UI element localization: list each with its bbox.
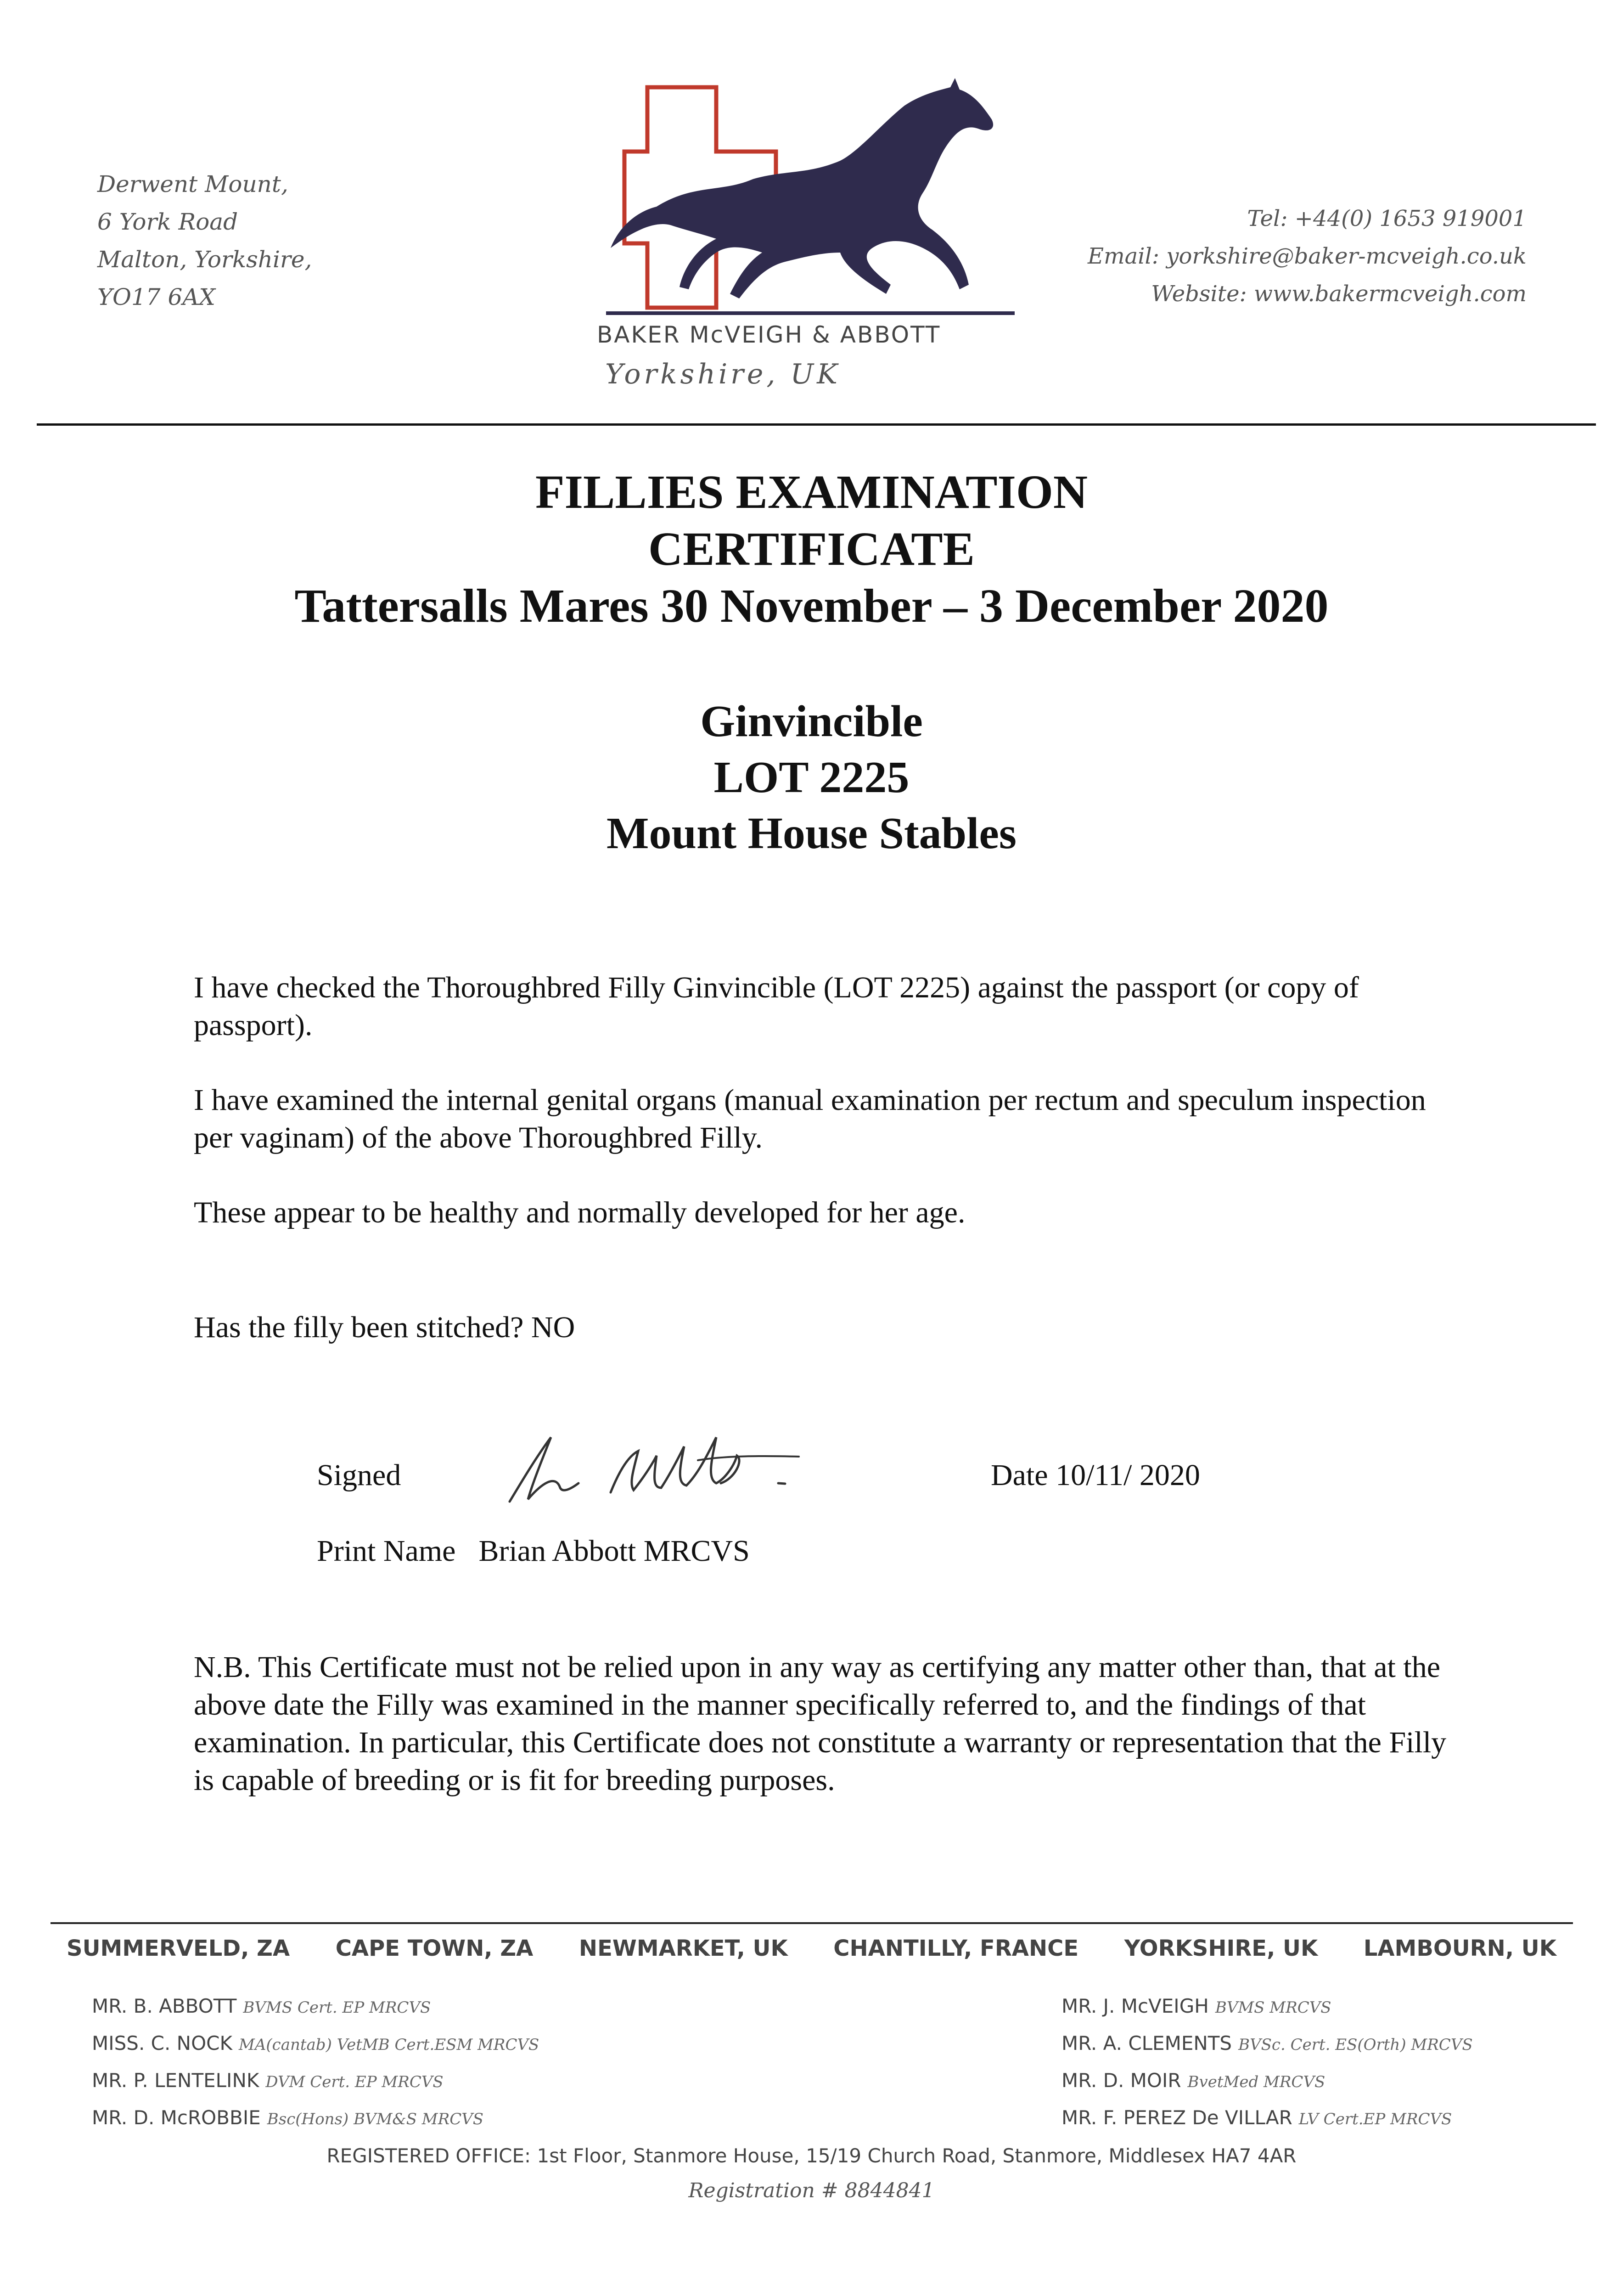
address-line: Malton, Yorkshire, [97,246,312,273]
partner-quals: BvetMed MRCVS [1187,2073,1325,2091]
print-name-row [317,1534,750,1569]
office-location: CHANTILLY, FRANCE [833,1936,1079,1961]
partner-entry [92,2026,539,2063]
footer-divider [51,1922,1573,1924]
horse-name: Ginvincible [700,697,923,746]
address-block [97,165,312,316]
firm-name: BAKER McVEIGH & ABBOTT [597,321,941,348]
address-line: Derwent Mount, [97,171,288,197]
lot-number: LOT 2225 [713,753,910,802]
office-location: SUMMERVELD, ZA [67,1936,290,1961]
stables-name: Mount House Stables [606,809,1016,858]
address-line: 6 York Road [97,208,238,235]
partner-quals: BVMS MRCVS [1215,1998,1331,2017]
partner-quals: Bsc(Hons) BVM&S MRCVS [267,2110,484,2128]
title-line: FILLIES EXAMINATION [535,466,1088,518]
registered-office: REGISTERED OFFICE: 1st Floor, Stanmore House, 15/19 Church Road, Stanmore, Middlesex HA7 4AR [326,2144,1297,2167]
partner-name: MR. D. MOIR [1061,2069,1181,2092]
partner-name: MR. A. CLEMENTS [1061,2032,1232,2054]
firm-location: Yorkshire, UK [605,358,841,390]
partner-entry [1061,2026,1473,2063]
partners-left [92,1988,539,2137]
certificate-title [0,464,1623,635]
partner-quals: BVMS Cert. EP MRCVS [243,1998,431,2017]
signed-label: Signed [317,1458,401,1492]
partner-entry [1061,2100,1473,2137]
contact-website: Website: www.bakermcveigh.com [1151,281,1527,307]
paragraph-passport-check: I have checked the Thoroughbred Filly Ginvincible (LOT 2225) against the passport (or copy of passport). [194,971,1359,1042]
partner-name: MR. D. McROBBIE [92,2106,261,2129]
partner-quals: MA(cantab) VetMB Cert.ESM MRCVS [239,2036,539,2054]
partner-name: MISS. C. NOCK [92,2032,233,2054]
partner-quals: BVSc. Cert. ES(Orth) MRCVS [1238,2036,1473,2054]
horse-icon [611,78,993,298]
examination-date: Date 10/11/ 2020 [991,1458,1200,1492]
office-location: LAMBOURN, UK [1363,1936,1556,1961]
office-locations [67,1936,1556,1961]
paragraph-findings: These appear to be healthy and normally developed for her age. [194,1196,966,1229]
partner-quals: DVM Cert. EP MRCVS [265,2073,444,2091]
sale-title: Tattersalls Mares 30 November – 3 December 2020 [294,580,1329,632]
disclaimer-paragraph: N.B. This Certificate must not be relied upon in any way as certifying any matter other than, that at the above date the Filly was examined in the manner specifically referred to, and the findings of that examination. In particular, this Certificate does not constitute a warranty or representation that the Filly is capable of breeding or is fit for breeding purposes. [194,1650,1447,1797]
office-location: CAPE TOWN, ZA [335,1936,534,1961]
logo-underline [606,311,1015,315]
registration-number: Registration # 8844841 [688,2179,935,2202]
partner-entry [1061,2063,1473,2100]
partner-name: MR. F. PEREZ De VILLAR [1061,2106,1292,2129]
partner-name: MR. B. ABBOTT [92,1995,237,2017]
subject-block [0,693,1623,861]
paragraph-stitched: Has the filly been stitched? NO [194,1311,575,1344]
partner-quals: LV Cert.EP MRCVS [1298,2110,1452,2128]
address-line: YO17 6AX [97,284,216,310]
handwritten-signature [505,1424,808,1511]
print-name-value: Brian Abbott MRCVS [478,1534,750,1568]
partner-entry [92,1988,539,2026]
partner-entry [1061,1988,1473,2026]
office-location: NEWMARKET, UK [578,1936,788,1961]
print-name-label: Print Name [317,1534,456,1568]
partners-right [1061,1988,1473,2137]
partner-name: MR. J. McVEIGH [1061,1995,1209,2017]
horse-cross-logo [601,69,1019,326]
partner-entry [92,2100,539,2137]
title-line: CERTIFICATE [648,523,975,575]
paragraph-examination: I have examined the internal genital organs (manual examination per rectum and speculum inspection per vaginam) of the above Thoroughbred Filly. [194,1083,1426,1154]
contact-phone: Tel: +44(0) 1653 919001 [1247,206,1527,231]
contact-email: Email: yorkshire@baker-mcveigh.co.uk [1088,243,1527,269]
contact-block [1088,200,1527,313]
partner-entry [92,2063,539,2100]
header-divider [37,423,1596,426]
office-location: YORKSHIRE, UK [1124,1936,1318,1961]
partner-name: MR. P. LENTELINK [92,2069,259,2092]
